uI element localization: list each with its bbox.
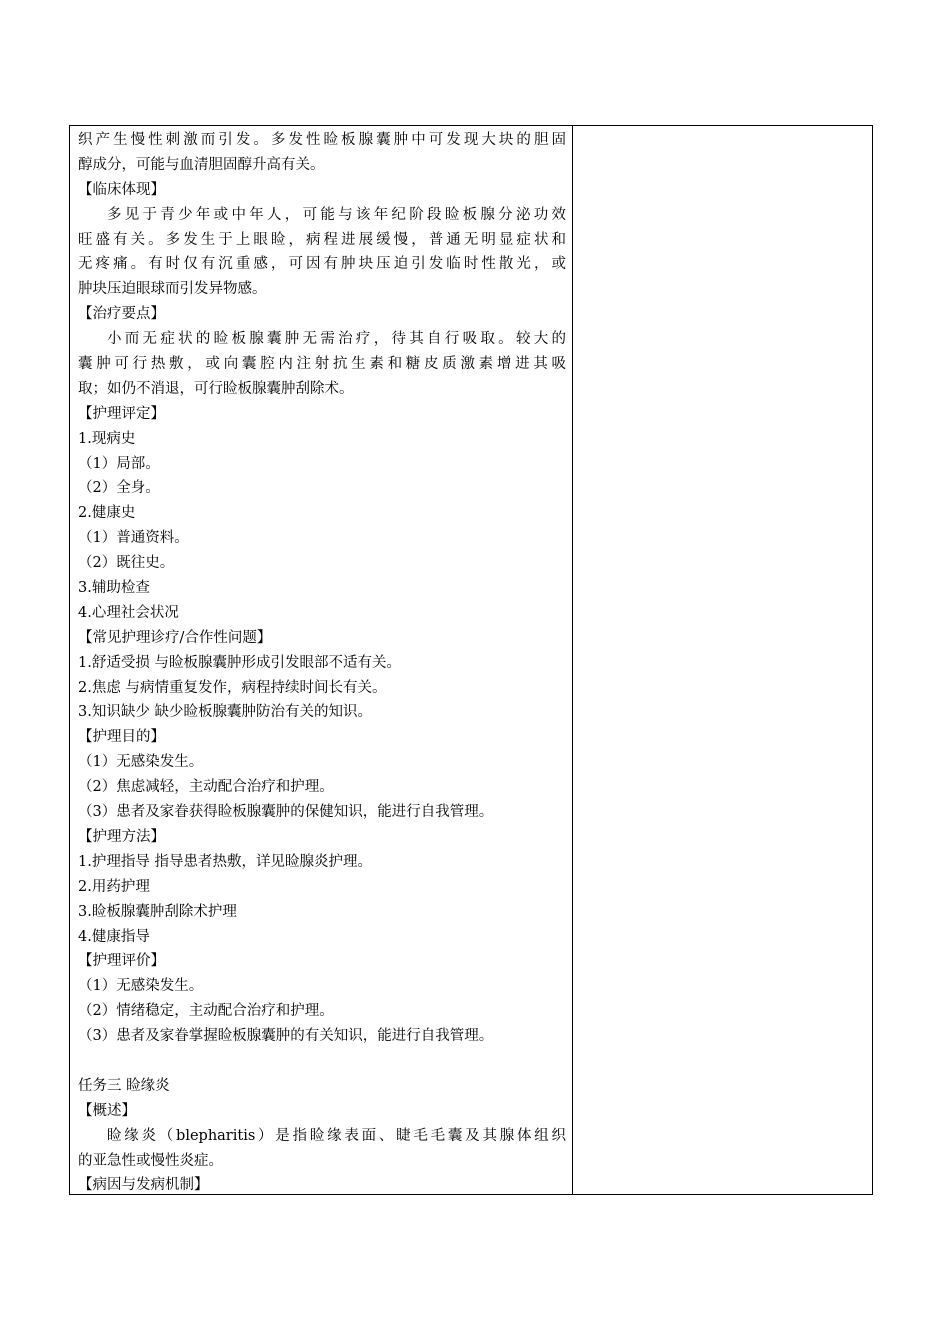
text-line: 织产生慢性刺激而引发。多发性睑板腺囊肿中可发现大块的胆固: [78, 132, 566, 148]
text-line: 4.健康指导: [78, 928, 150, 945]
text-line: 【治疗要点】: [78, 306, 165, 323]
text-line: 4.心理社会状况: [78, 604, 179, 621]
text-line: （2）情绪稳定，主动配合治疗和护理。: [78, 1003, 334, 1020]
text-line: 2.焦虑 与病情重复发作，病程持续时间长有关。: [78, 679, 387, 696]
text-line: （3）患者及家眷获得睑板腺囊肿的保健知识，能进行自我管理。: [78, 804, 494, 821]
text-line: 2.用药护理: [78, 878, 150, 895]
text-line: （2）全身。: [78, 480, 160, 497]
text-line: 小而无症状的睑板腺囊肿无需治疗，待其自行吸取。较大的: [107, 331, 566, 348]
text-line: 【常见护理诊疗/合作性问题】: [78, 629, 272, 646]
left-text-cell: [78, 128, 566, 1198]
text-line: （1）无感染发生。: [78, 754, 204, 771]
text-line: 囊肿可行热敷，或向囊腔内注射抗生素和糖皮质激素增进其吸: [78, 356, 566, 373]
text-line: （1）普通资料。: [78, 530, 189, 547]
text-line: 【护理方法】: [78, 828, 165, 845]
text-line: 3.睑板腺囊肿刮除术护理: [78, 903, 237, 920]
text-line: 旺盛有关。多发生于上眼睑，病程进展缓慢，普通无明显症状和: [78, 231, 566, 248]
content-table: [69, 125, 873, 1195]
text-line: 3.辅助检查: [78, 580, 150, 597]
text-line: 肿块压迫眼球而引发异物感。: [78, 281, 267, 298]
text-line: （3）患者及家眷掌握睑板腺囊肿的有关知识，能进行自我管理。: [78, 1028, 494, 1045]
text-line: （1）无感染发生。: [78, 978, 204, 995]
text-line: 【病因与发病机制】: [78, 1177, 209, 1194]
text-line: 任务三 睑缘炎: [78, 1077, 170, 1094]
text-line: 多见于青少年或中年人，可能与该年纪阶段睑板腺分泌功效: [107, 206, 566, 223]
text-line: 无疼痛。有时仅有沉重感，可因有肿块压迫引发临时性散光，或: [78, 256, 566, 273]
text-line: 1.护理指导 指导患者热敷，详见睑腺炎护理。: [78, 853, 372, 870]
text-line: 取；如仍不消退，可行睑板腺囊肿刮除术。: [78, 380, 354, 397]
text-line: 1.舒适受损 与睑板腺囊肿形成引发眼部不适有关。: [78, 654, 401, 671]
text-line: 【临床体现】: [78, 181, 165, 198]
blank-line: [78, 1049, 566, 1074]
text-line: 3.知识缺少 缺少睑板腺囊肿防治有关的知识。: [78, 704, 372, 721]
text-line: 【概述】: [78, 1102, 136, 1119]
text-line: 【护理目的】: [78, 729, 165, 746]
text-line: （1）局部。: [78, 455, 160, 472]
text-line: 醇成分，可能与血清胆固醇升高有关。: [78, 156, 325, 173]
text-line: 睑缘炎（blepharitis）是指睑缘表面、睫毛毛囊及其腺体组织: [107, 1127, 566, 1144]
text-line: 【护理评定】: [78, 405, 165, 422]
text-line: 1.现病史: [78, 430, 136, 447]
text-line: （2）既往史。: [78, 555, 175, 572]
text-line: 2.健康史: [78, 505, 136, 522]
text-line: （2）焦虑减轻，主动配合治疗和护理。: [78, 779, 334, 796]
text-line: 的亚急性或慢性炎症。: [78, 1152, 223, 1169]
right-empty-cell: [573, 126, 872, 1194]
text-line: 【护理评价】: [78, 953, 165, 970]
